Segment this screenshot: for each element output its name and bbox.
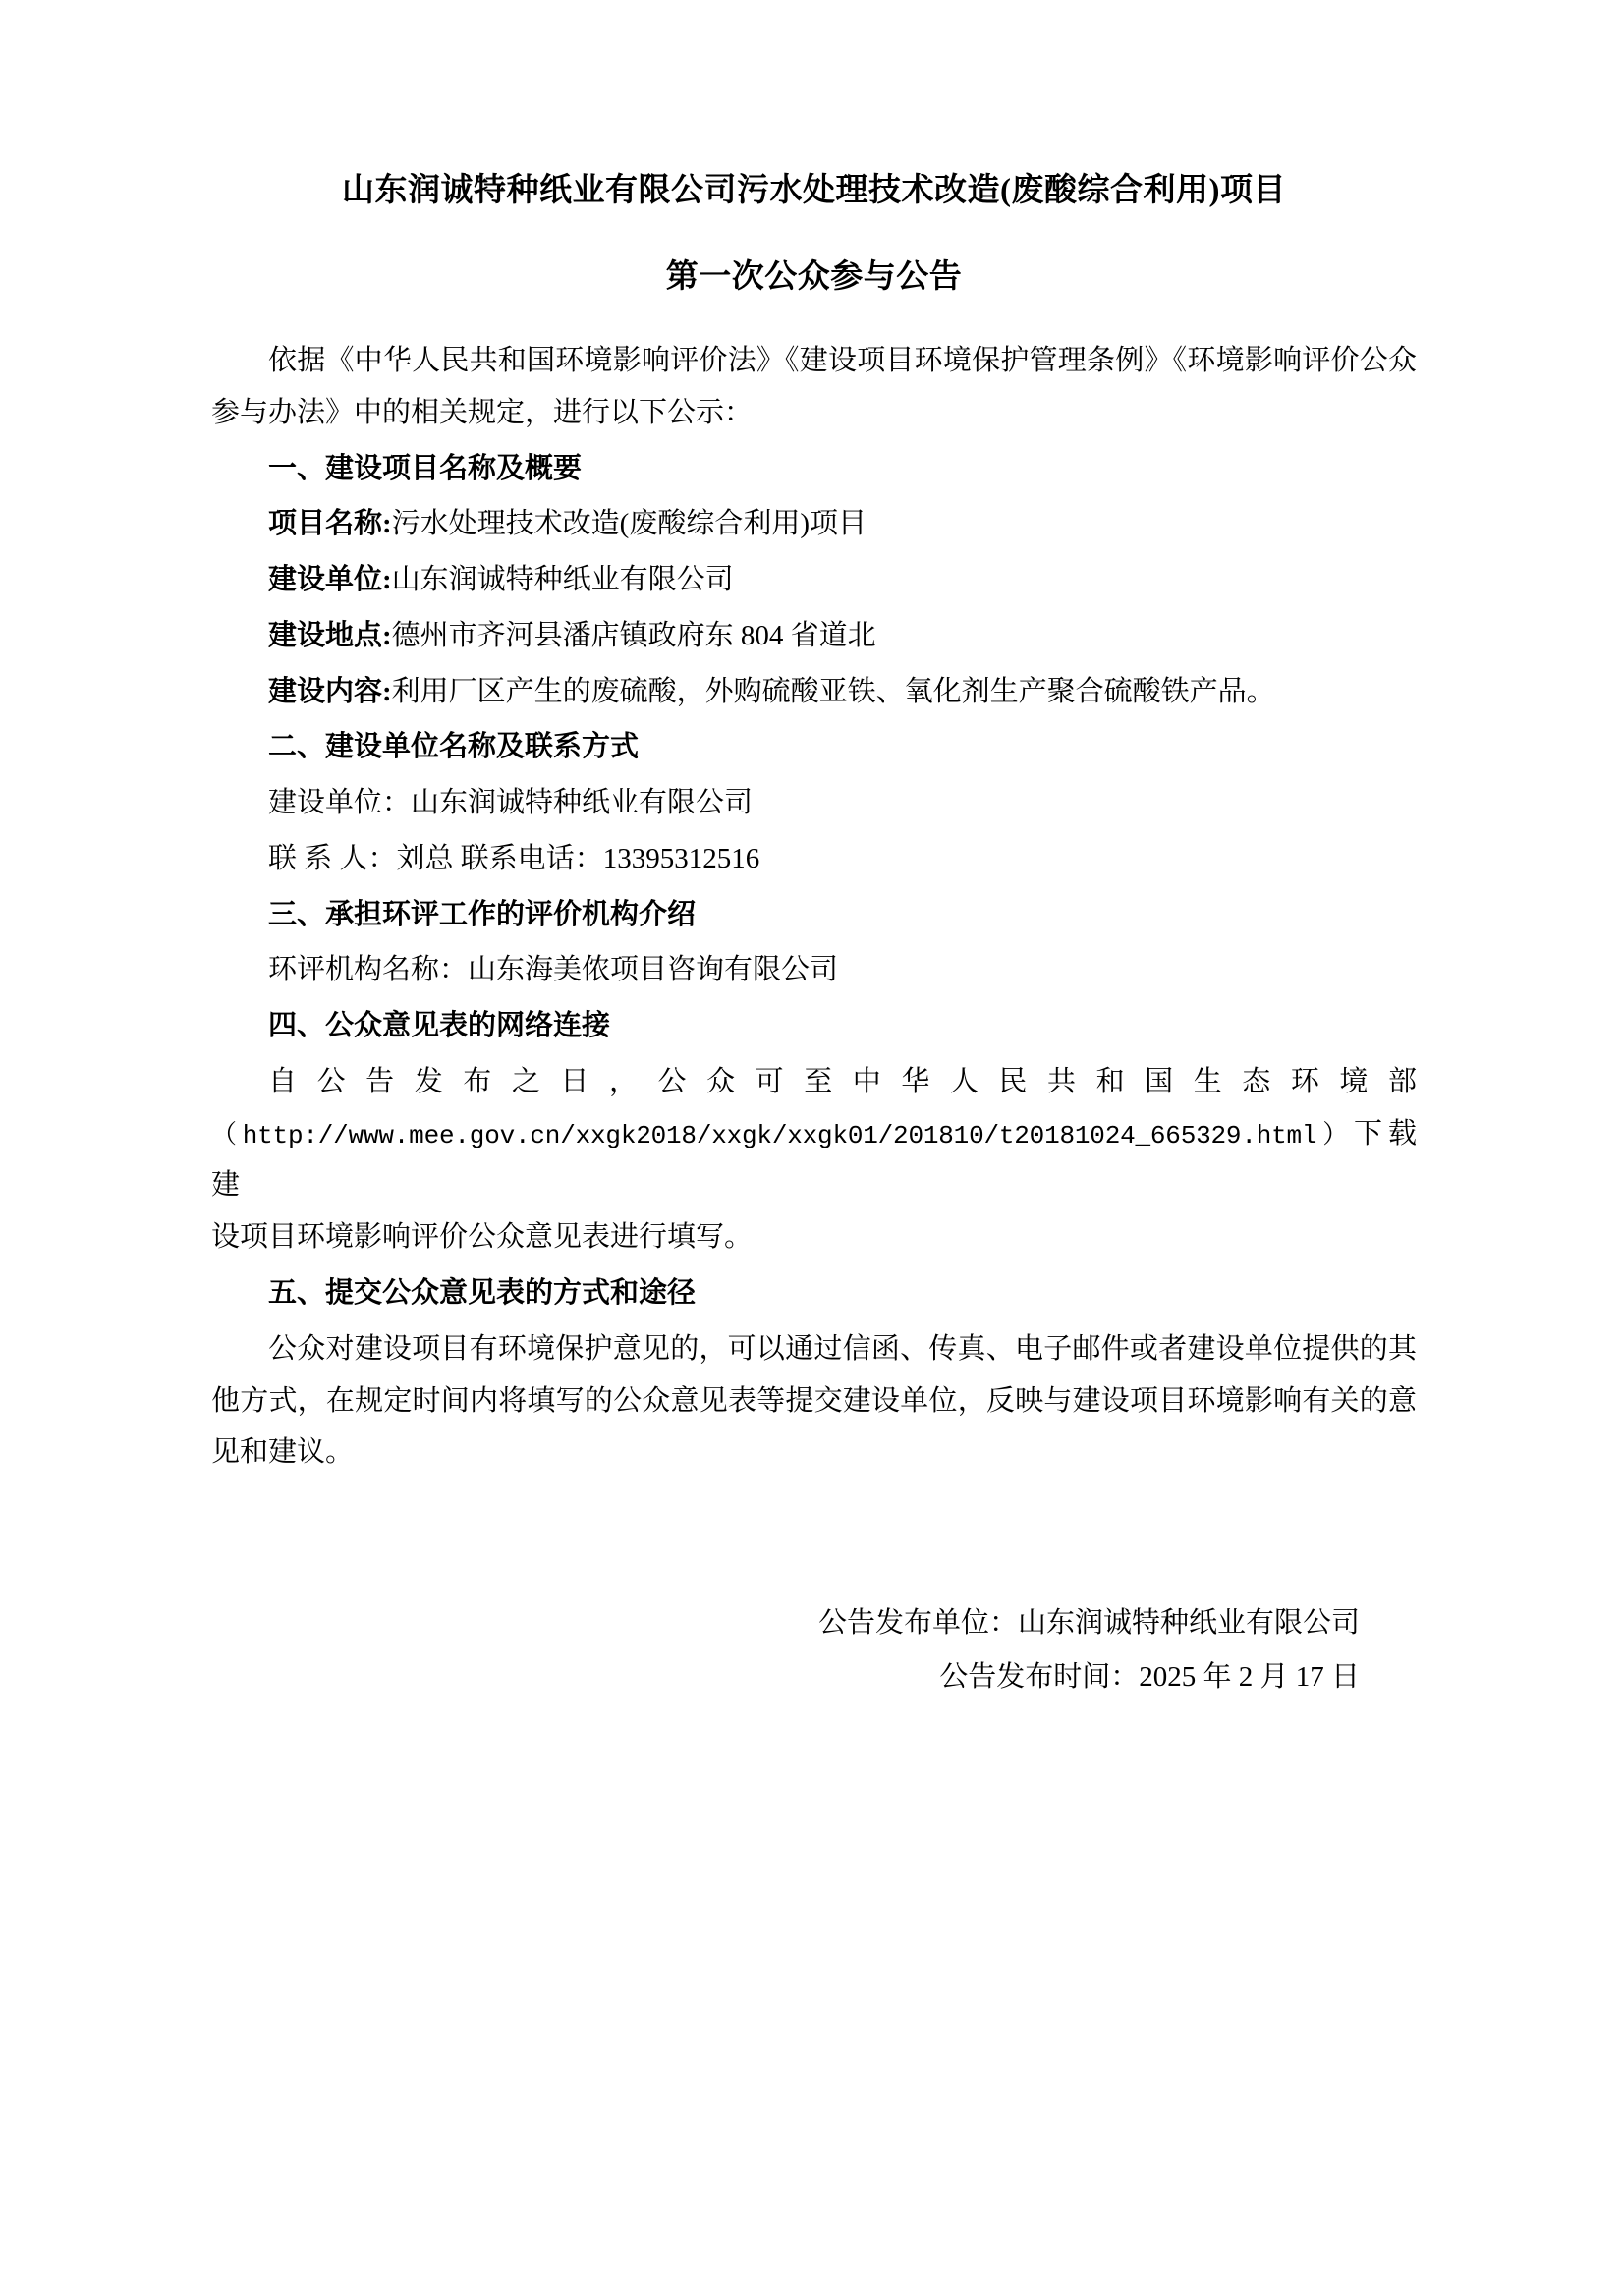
field-value-construction-content: 利用厂区产生的废硫酸，外购硫酸亚铁、氧化剂生产聚合硫酸铁产品。 [391, 675, 1275, 707]
field-construction-unit [211, 554, 1417, 606]
section-heading-3: 三、承担环评工作的评价机构介绍 [268, 898, 697, 930]
field-value-project-name: 污水处理技术改造(废酸综合利用)项目 [391, 508, 867, 540]
section-heading-1: 一、建设项目名称及概要 [268, 452, 583, 484]
public-form-link-line-1: 自 公 告 发 布 之 日 ， 公 众 可 至 中 华 人 民 共 和 国 生 态 环 境 部 [268, 1065, 1417, 1097]
public-form-link-tail: 下载建 [211, 1117, 1417, 1202]
field-label-construction-content: 建设内容: [268, 675, 392, 707]
section-heading-2: 二、建设单位名称及联系方式 [268, 731, 640, 763]
field-value-construction-site: 德州市齐河县潘店镇政府东 804 省道北 [391, 619, 876, 651]
field-project-name [211, 498, 1417, 550]
field-label-project-name: 项目名称: [268, 508, 392, 540]
field-label-construction-site: 建设地点: [268, 619, 392, 651]
public-form-link-line-3: 设项目环境影响评价公众意见表进行填写。 [211, 1221, 754, 1254]
mee-url[interactable]: （http://www.mee.gov.cn/xxgk2018/xxgk/xxgk01/201810/t20181024_665329.html） [211, 1120, 1355, 1150]
contact-unit-line: 建设单位：山东润诚特种纸业有限公司 [268, 787, 754, 819]
field-label-construction-unit: 建设单位: [268, 564, 392, 596]
field-value-construction-unit: 山东润诚特种纸业有限公司 [391, 564, 734, 596]
intro-line-1: 依据《中华人民共和国环境影响评价法》《建设项目环境保护管理条例》《环境影响评价 [268, 345, 1360, 376]
intro-paragraph [211, 335, 1417, 439]
signature-issuer: 公告发布单位：山东润诚特种纸业有限公司 [817, 1607, 1360, 1640]
signature-block [211, 1596, 1417, 1705]
section-heading-4: 四、公众意见表的网络连接 [268, 1010, 611, 1042]
signature-date: 公告发布时间：2025 年 2 月 17 日 [939, 1661, 1360, 1694]
contact-person-line: 联 系 人：刘总 联系电话：13395312516 [268, 842, 760, 874]
page-subtitle: 第一次公众参与公告 [665, 258, 963, 295]
section-heading-5: 五、提交公众意见表的方式和途径 [268, 1277, 697, 1310]
submission-paragraph: 公众对建设项目有环境保护意见的，可以通过信函、传真、电子邮件或者建设单位提供的其他方式，在规定时间内将填写的公众意见表等提交建设单位，反映与建设项目环境影响有关的意见和建议。 [211, 1332, 1417, 1469]
page-title: 山东润诚特种纸业有限公司污水处理技术改造(废酸综合利用)项目 [342, 173, 1286, 208]
field-construction-site [211, 610, 1417, 662]
assessment-agency-line: 环评机构名称：山东海美侬项目咨询有限公司 [268, 954, 839, 986]
public-form-link-line-2 [211, 1108, 1417, 1212]
field-construction-content [211, 666, 1417, 718]
intro-line-2: 公众参与办法》中的相关规定，进行以下公示： [211, 345, 1417, 428]
